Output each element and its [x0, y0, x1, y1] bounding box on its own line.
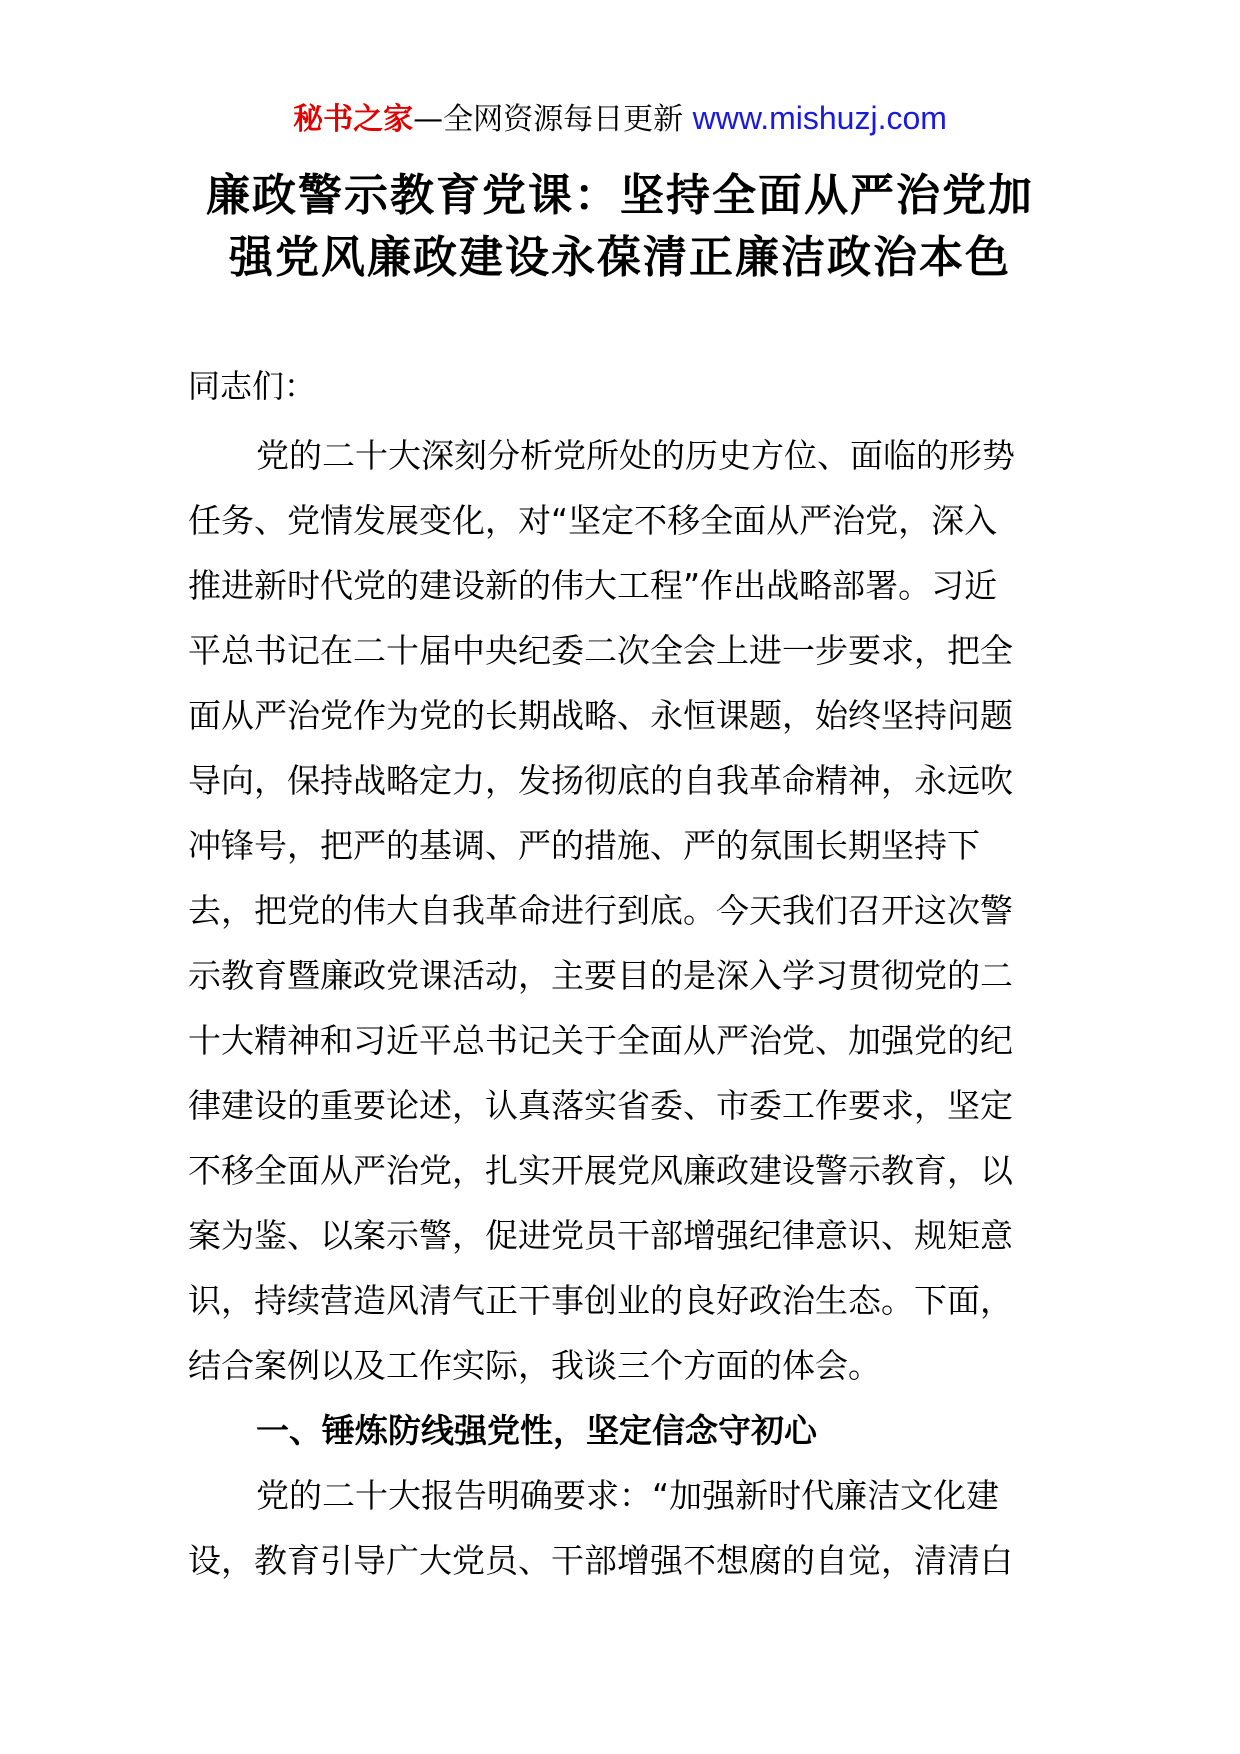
document-body — [188, 426, 1068, 1596]
header-tagline: —全网资源每日更新 — [413, 102, 693, 137]
body-line: 任务、党情发展变化，对“坚定不移全面从严治党，深入 — [188, 501, 998, 540]
body-line: 党的二十大报告明确要求：“加强新时代廉洁文化建 — [256, 1476, 1000, 1515]
body-line: 平总书记在二十届中央纪委二次全会上进一步要求，把全 — [188, 631, 1013, 670]
document-title-line-2: 强党风廉政建设永葆清正廉洁政治本色 — [229, 232, 1011, 283]
body-line: 不移全面从严治党，扎实开展党风廉政建设警示教育，以 — [188, 1151, 1013, 1190]
body-line: 示教育暨廉政党课活动，主要目的是深入学习贯彻党的二 — [188, 956, 1013, 995]
body-line: 去，把党的伟大自我革命进行到底。今天我们召开这次警 — [188, 891, 1013, 930]
brand-name: 秘书之家 — [293, 102, 414, 137]
body-line: 面从严治党作为党的长期战略、永恒课题，始终坚持问题 — [188, 696, 1013, 735]
section-heading: 一、锤炼防线强党性，坚定信念守初心 — [256, 1411, 817, 1450]
body-line: 推进新时代党的建设新的伟大工程”作出战略部署。习近 — [188, 566, 998, 605]
body-line: 案为鉴、以案示警，促进党员干部增强纪律意识、规矩意 — [188, 1216, 1013, 1255]
site-header — [0, 98, 1240, 140]
body-line: 十大精神和习近平总书记关于全面从严治党、加强党的纪 — [188, 1021, 1013, 1060]
body-line: 设，教育引导广大党员、干部增强不想腐的自觉，清清白 — [188, 1541, 1013, 1580]
document-title-line-1: 廉政警示教育党课：坚持全面从严治党加 — [206, 170, 1034, 221]
body-line: 党的二十大深刻分析党所处的历史方位、面临的形势 — [256, 436, 1015, 475]
body-line: 律建设的重要论述，认真落实省委、市委工作要求，坚定 — [188, 1086, 1013, 1125]
site-url-link[interactable]: www.mishuzj.com — [692, 100, 947, 136]
body-line: 冲锋号，把严的基调、严的措施、严的氛围长期坚持下 — [188, 826, 980, 865]
body-line: 结合案例以及工作实际，我谈三个方面的体会。 — [188, 1346, 881, 1385]
body-line: 识，持续营造风清气正干事创业的良好政治生态。下面， — [188, 1281, 1013, 1320]
body-line: 导向，保持战略定力，发扬彻底的自我革命精神，永远吹 — [188, 761, 1013, 800]
salutation: 同志们： — [188, 367, 317, 405]
